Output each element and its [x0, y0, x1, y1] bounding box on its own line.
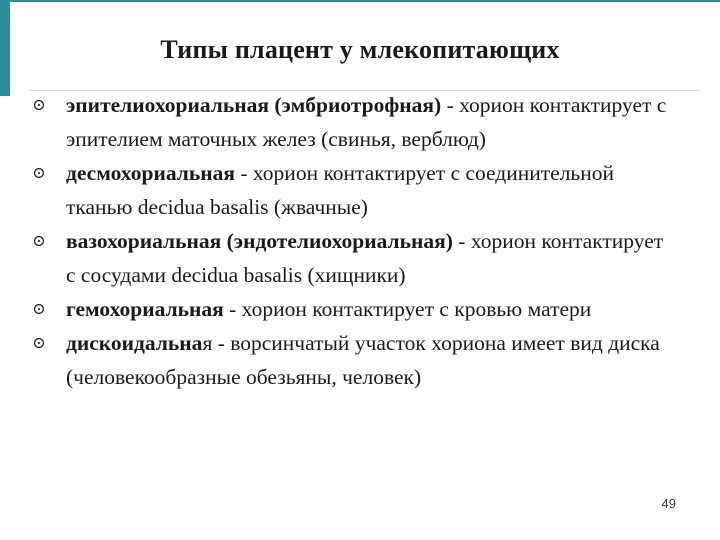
placenta-type-term: дискоидальна	[66, 331, 203, 355]
list-item	[26, 224, 676, 292]
placenta-type-term: гемохориальная	[66, 297, 224, 321]
list-item	[26, 326, 676, 394]
list-item	[26, 88, 676, 156]
placenta-type-term: вазохориальная (эндотелиохориальная)	[66, 229, 453, 253]
placenta-type-description: - хорион контактирует с соединительной тканью decidua basalis (жвачные)	[66, 161, 614, 219]
bullet-icon: ⊙	[32, 299, 46, 318]
bullet-icon: ⊙	[32, 231, 46, 250]
page-number: 49	[661, 496, 676, 511]
placenta-type-description: - хорион контактирует с сосудами decidua basalis (хищники)	[66, 229, 664, 287]
placenta-type-description: я - ворсинчатый участок хориона имеет вид диска (человекообразные обезьяны, человек)	[66, 331, 660, 389]
list-item	[26, 292, 676, 326]
placenta-types-list	[26, 88, 676, 394]
bullet-icon: ⊙	[32, 333, 46, 352]
placenta-type-term: эпителиохориальная (эмбриотрофная)	[66, 93, 442, 117]
top-rule	[0, 0, 720, 2]
bullet-icon: ⊙	[32, 163, 46, 182]
placenta-type-description: - хорион контактирует с эпителием маточных желез (свинья, верблюд)	[66, 93, 667, 151]
placenta-type-term: десмохориальная	[66, 161, 235, 185]
list-item	[26, 156, 676, 224]
slide-title: Типы плацент у млекопитающих	[160, 35, 560, 64]
bullet-icon: ⊙	[32, 95, 46, 114]
placenta-type-description: - хорион контактирует с кровью матери	[223, 297, 592, 321]
